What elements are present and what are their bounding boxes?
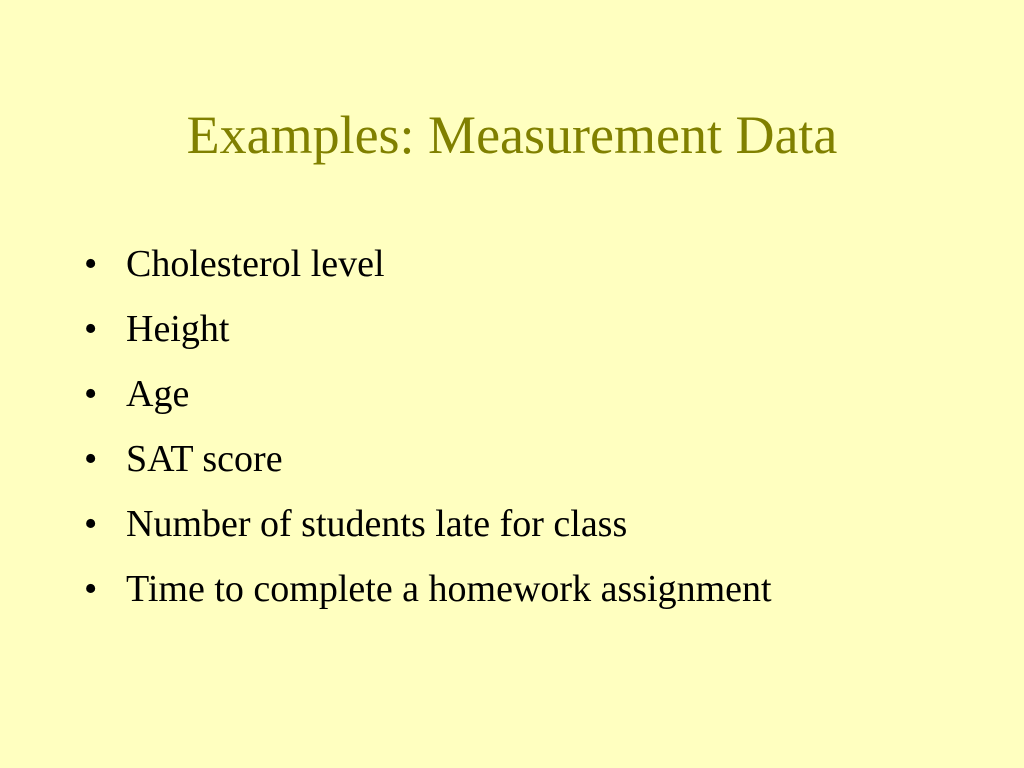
list-item xyxy=(84,297,772,362)
list-item xyxy=(84,232,772,297)
list-item-text: SAT score xyxy=(126,438,283,480)
list-item xyxy=(84,427,772,492)
bullet-icon: • xyxy=(84,373,98,415)
list-item xyxy=(84,492,772,557)
list-item-text: Age xyxy=(126,373,190,415)
list-item-text: Number of students late for class xyxy=(126,503,628,545)
bullet-icon: • xyxy=(84,438,98,480)
bullet-icon: • xyxy=(84,308,98,350)
list-item-text: Time to complete a homework assignment xyxy=(126,568,772,610)
bullet-icon: • xyxy=(84,503,98,545)
bullet-icon: • xyxy=(84,243,98,285)
bullet-list xyxy=(84,232,772,622)
list-item-text: Height xyxy=(126,308,230,350)
list-item xyxy=(84,557,772,622)
slide-title: Examples: Measurement Data xyxy=(186,105,838,165)
list-item xyxy=(84,362,772,427)
bullet-icon: • xyxy=(84,568,98,610)
list-item-text: Cholesterol level xyxy=(126,243,385,285)
